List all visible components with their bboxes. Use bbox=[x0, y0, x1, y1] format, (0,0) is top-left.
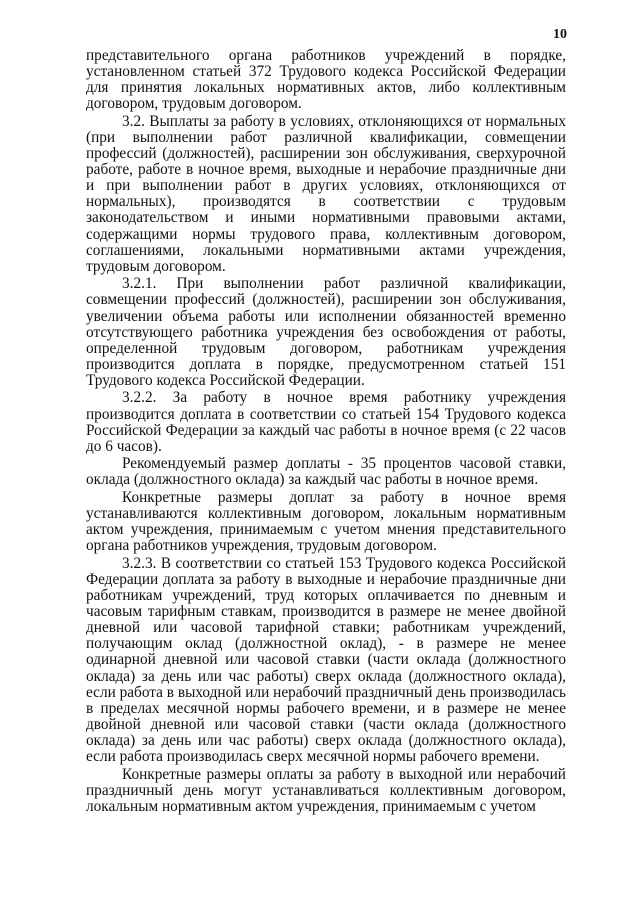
paragraph-recommended-rate: Рекомендуемый размер доплаты - 35 процентов часовой ставки, оклада (должностного оклада) за каждый час работы в ночное время. bbox=[86, 455, 566, 489]
paragraph-specific-holiday-rates: Конкретные размеры оплаты за работу в выходной или нерабочий праздничный день могут устанавливаться коллективным договором, локальным нормативным актом учреждения, принимаемым с учетом bbox=[86, 765, 566, 815]
page-number: 10 bbox=[553, 27, 567, 42]
paragraph-3-2-1: 3.2.1. При выполнении работ различной квалификации, совмещении профессий (должностей), расширении зон обслуживания, увеличении объема работы или исполнении обязанностей временно отсутствующего работника учреждения без освобождения от работы, определенной трудовым договором, работникам учреждения производится доплата в порядке, предусмотренном статьей 151 Трудового кодекса Российской Федерации. bbox=[86, 275, 566, 389]
paragraph-specific-night-rates: Конкретные размеры доплат за работу в ночное время устанавливаются коллективным договором, локальным нормативным актом учреждения, принимаемым с учетом мнения представительного органа работников учреждения, трудовым договором. bbox=[86, 489, 566, 555]
paragraph-3-2-3: 3.2.3. В соответствии со статьей 153 Трудового кодекса Российской Федерации доплата за работу в выходные и нерабочие праздничные дни работникам учреждений, труд которых оплачивается по дневным и часовым тарифным ставкам, производится в размере не менее двойной дневной или часовой тарифной ставки; работникам учреждений, получающим оклад (должностной оклад), - в размере не менее одинарной дневной или часовой ставки (части оклада (должностного оклада) за день или час работы) сверх оклада (должностного оклада), если работа в выходной или нерабочий праздничный день производилась в пределах месячной нормы рабочего времени, и в размере не менее двойной дневной или часовой ставки (части оклада (должностного оклада) за день или час работы) сверх оклада (должностного оклада), если работа производилась сверх месячной нормы рабочего времени. bbox=[86, 554, 566, 766]
paragraph-intro-continuation: представительного органа работников учреждений в порядке, установленном статьей 372 Трудового кодекса Российской Федерации для принятия локальных нормативных актов, либо коллективным договором, трудовым договором. bbox=[86, 47, 566, 113]
paragraph-3-2-2: 3.2.2. За работу в ночное время работнику учреждения производится доплата в соответствии со статьей 154 Трудового кодекса Российской Федерации за каждый час работы в ночное время (с 22 часов до 6 часов). bbox=[86, 389, 566, 455]
paragraph-3-2: 3.2. Выплаты за работу в условиях, отклоняющихся от нормальных (при выполнении работ различной квалификации, совмещении профессий (должностей), расширении зон обслуживания, сверхурочной работе, работе в ночное время, выходные и нерабочие праздничные дни и при выполнении работ в других условиях, отклоняющихся от нормальных), производятся в соответствии с трудовым законодательством и иными нормативными правовыми актами, содержащими нормы трудового права, коллективным договором, соглашениями, локальными нормативными актами учреждения, трудовым договором. bbox=[86, 112, 566, 275]
document-body bbox=[86, 48, 566, 815]
